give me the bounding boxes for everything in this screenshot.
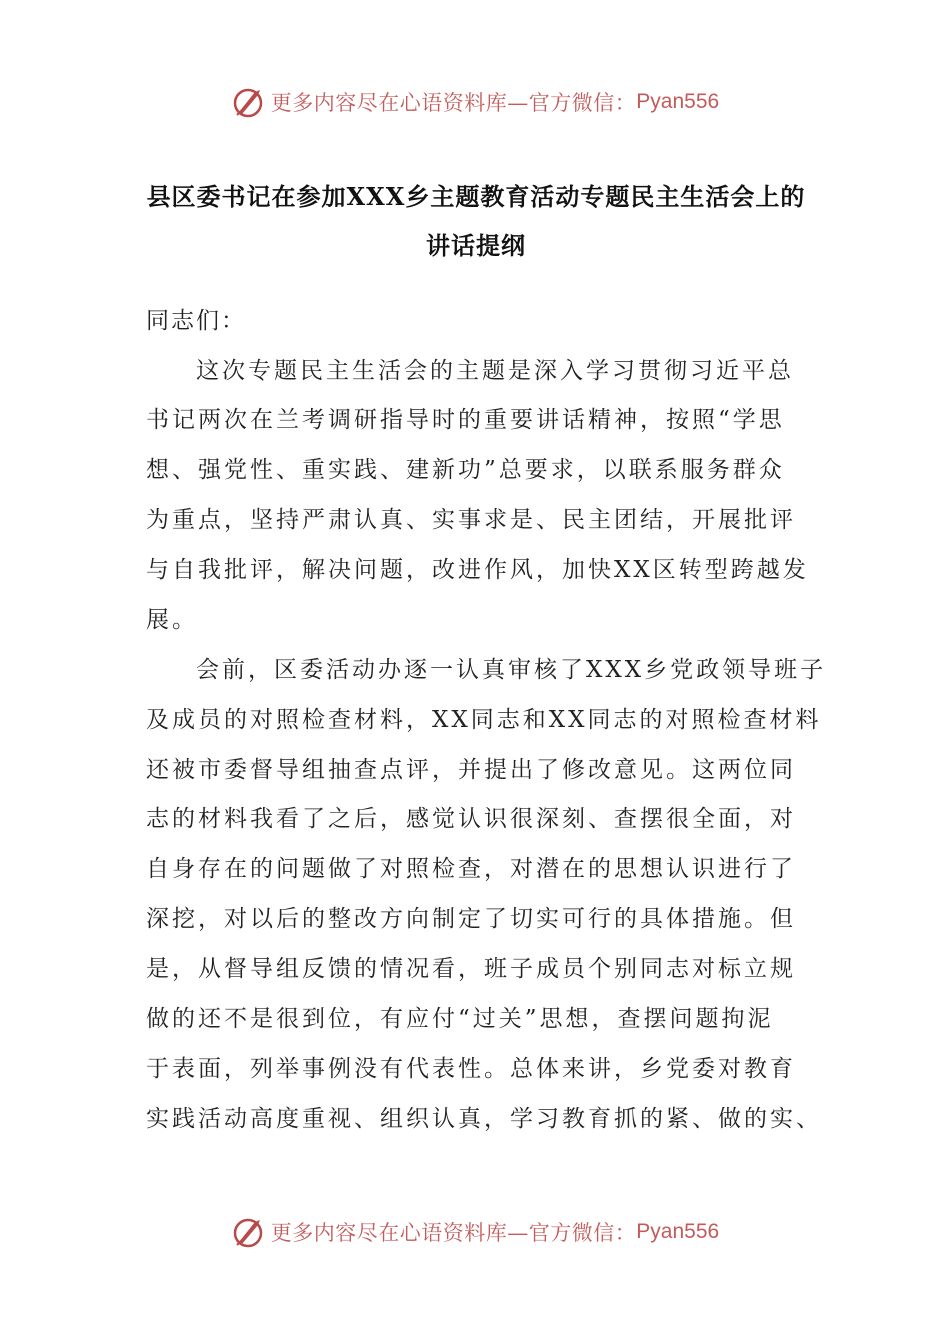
wechat-id: Pyan556 — [636, 1220, 720, 1243]
header-watermark — [0, 82, 950, 122]
footer-watermark — [0, 1212, 950, 1252]
body-line: 展。 — [146, 607, 198, 633]
watermark-text: 更多内容尽在心语资料库—官方微信： — [270, 91, 637, 115]
watermark-text: 更多内容尽在心语资料库—官方微信： — [270, 1221, 637, 1245]
body-line: 自身存在的问题做了对照检查，对潜在的思想认识进行了 — [146, 856, 796, 882]
body-line: 会前，区委活动办逐一认真审核了XXX乡党政领导班子 — [196, 657, 827, 683]
body-line: 为重点，坚持严肃认真、实事求是、民主团结，开展批评 — [146, 507, 796, 533]
body-line: 志的材料我看了之后，感觉认识很深刻、查摆很全面，对 — [146, 806, 796, 832]
salutation: 同志们： — [146, 308, 246, 334]
pen-circle-icon — [231, 1214, 267, 1250]
pen-circle-icon — [231, 84, 267, 120]
body-line: 想、强党性、重实践、建新功”总要求，以联系服务群众 — [146, 457, 785, 483]
document-title — [145, 172, 807, 270]
body-line: 这次专题民主生活会的主题是深入学习贯彻习近平总 — [196, 358, 794, 384]
body-line: 是，从督导组反馈的情况看，班子成员个别同志对标立规 — [146, 956, 796, 982]
body-line: 与自我批评，解决问题，改进作风，加快XX区转型跨越发 — [146, 557, 809, 583]
body-line: 深挖，对以后的整改方向制定了切实可行的具体措施。但 — [146, 906, 796, 932]
title-line-1: 县区委书记在参加XXX乡主题教育活动专题民主生活会上的 — [146, 182, 806, 211]
body-line: 及成员的对照检查材料，XX同志和XX同志的对照检查材料 — [146, 707, 822, 733]
body-line: 于表面，列举事例没有代表性。总体来讲，乡党委对教育 — [146, 1056, 796, 1082]
body-line: 还被市委督导组抽查点评，并提出了修改意见。这两位同 — [146, 757, 796, 783]
body-line: 做的还不是很到位，有应付“过关”思想，查摆问题拘泥 — [146, 1006, 774, 1032]
wechat-id: Pyan556 — [636, 90, 720, 113]
body-line: 实践活动高度重视、组织认真，学习教育抓的紧、做的实、 — [146, 1106, 822, 1132]
title-line-2: 讲话提纲 — [426, 231, 526, 260]
body-line: 书记两次在兰考调研指导时的重要讲话精神，按照“学思 — [146, 407, 785, 433]
